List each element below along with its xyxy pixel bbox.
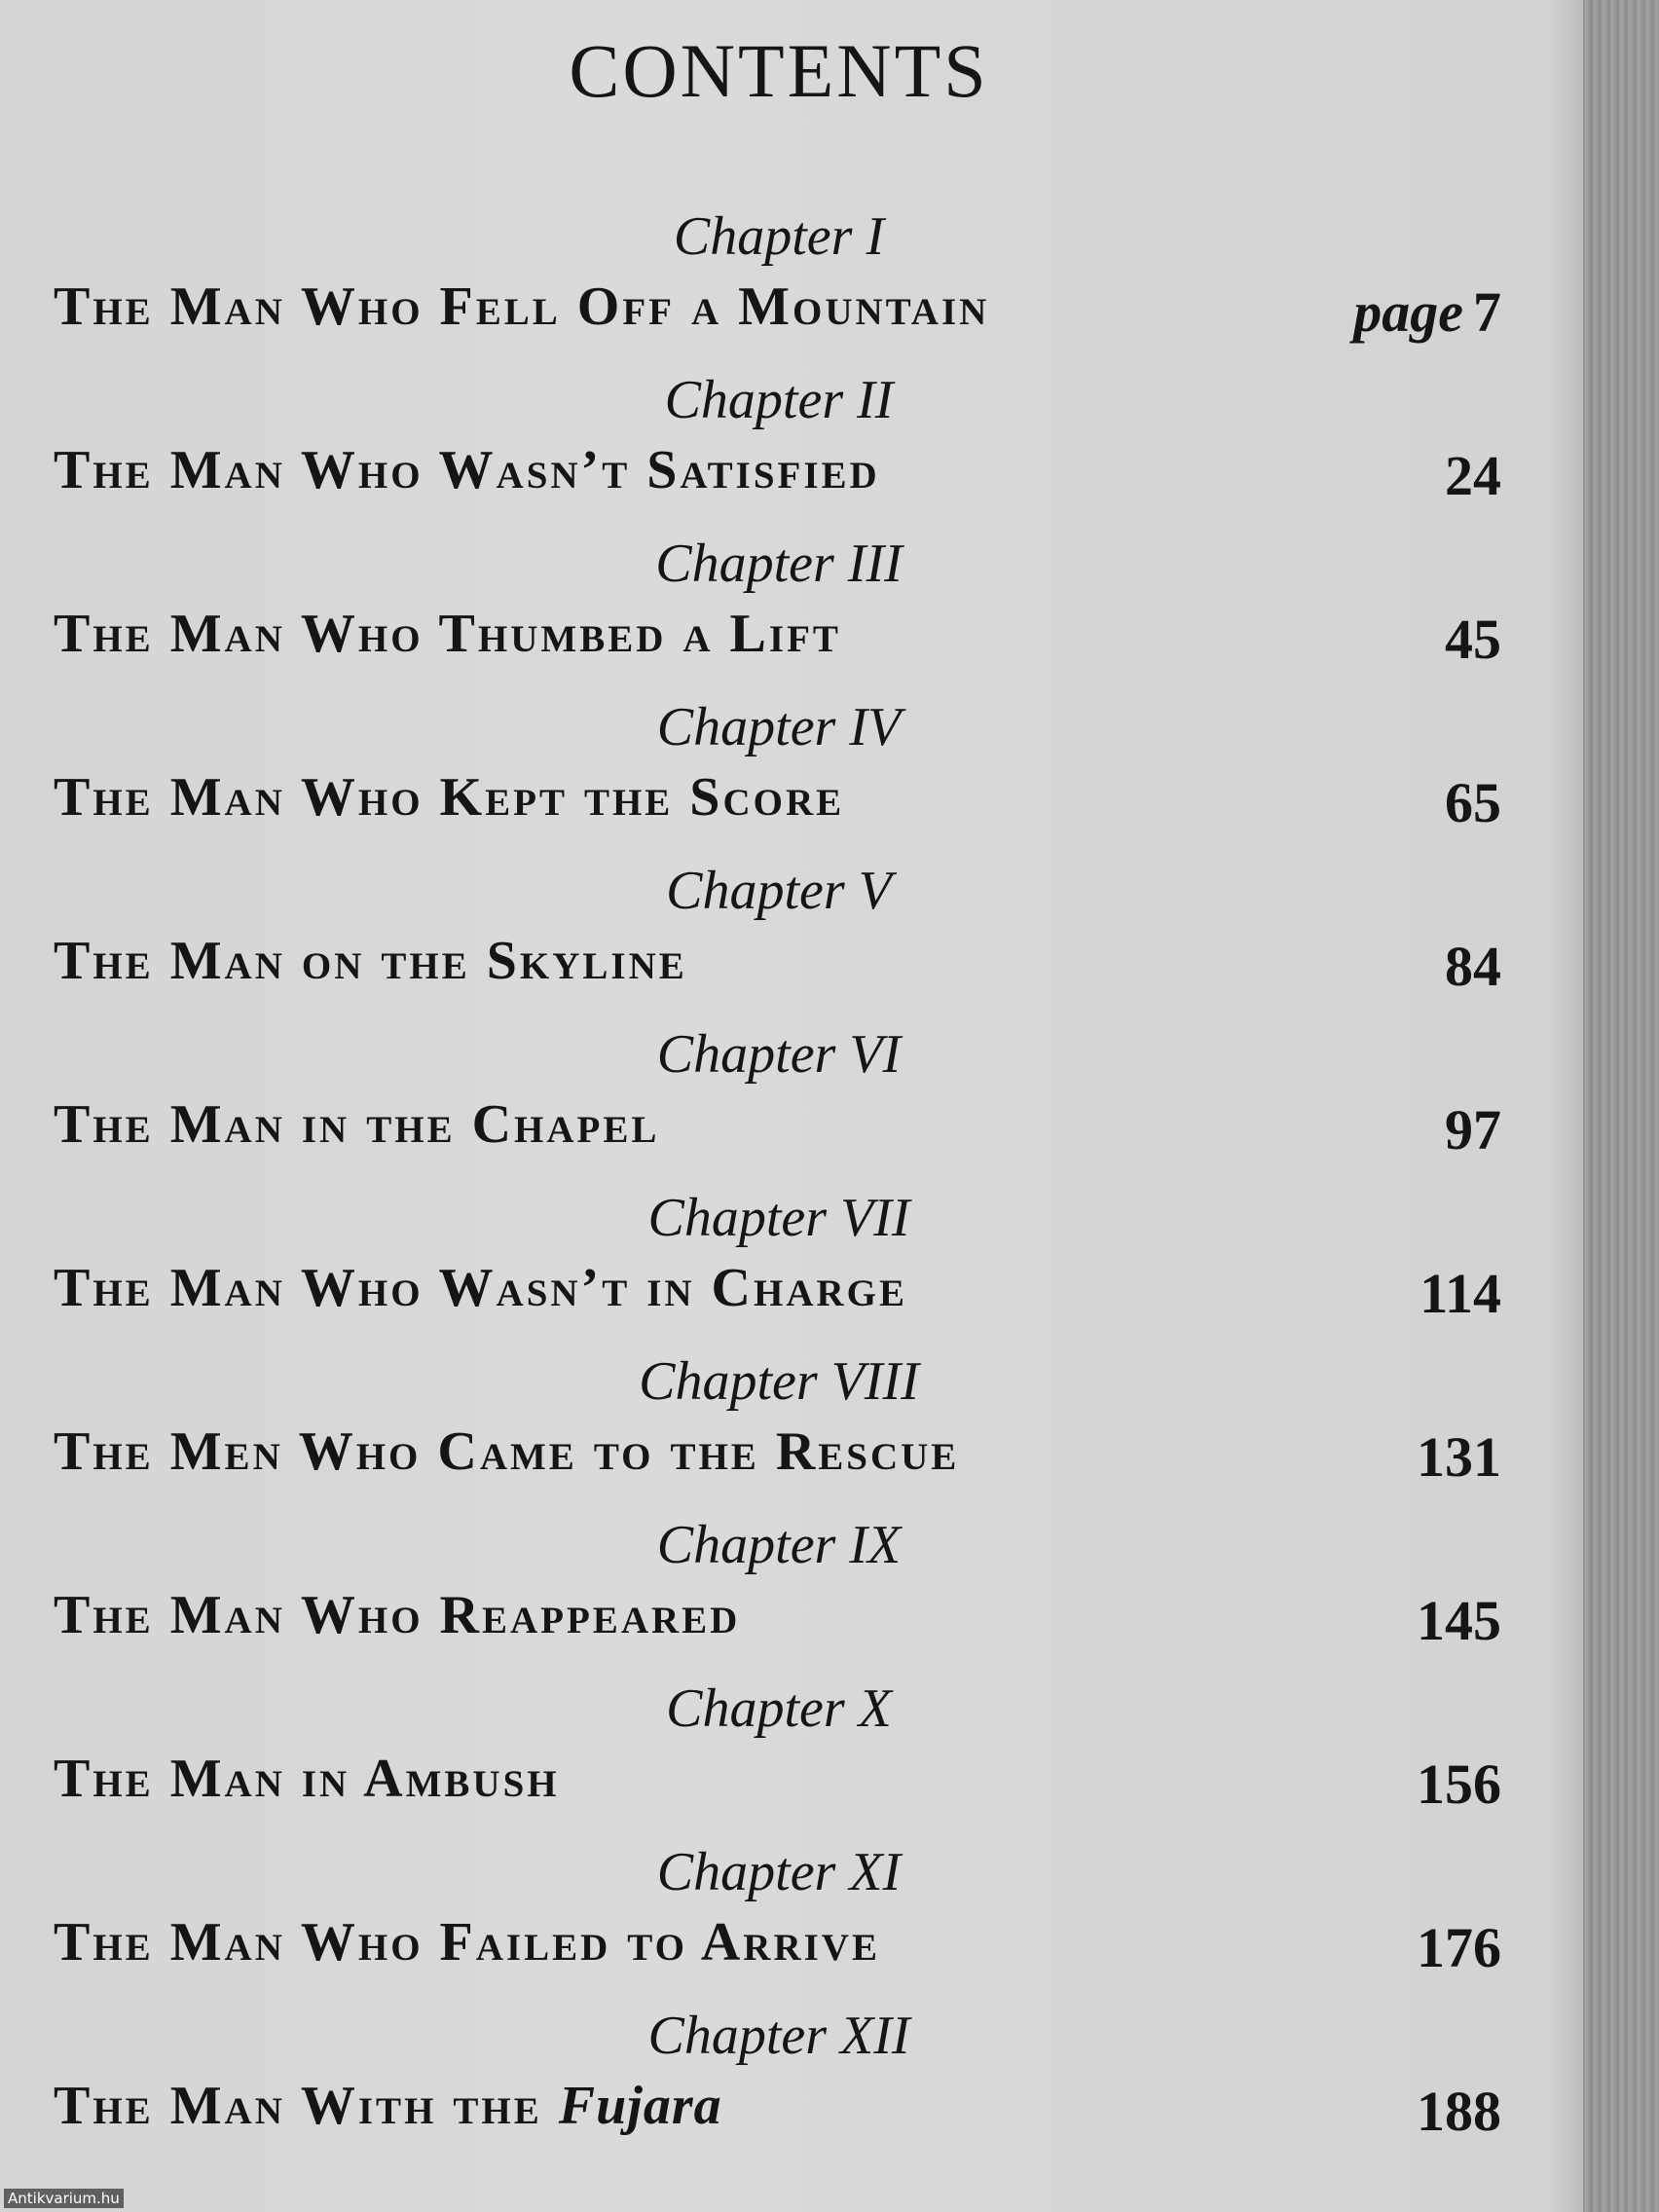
chapter-title: The Man in the Chapel xyxy=(54,1094,660,1155)
chapter-label: Chapter V xyxy=(666,861,892,921)
page-number xyxy=(1353,278,1501,347)
chapter-label: Chapter IV xyxy=(656,697,902,757)
chapter-title: The Man Who Failed to Arrive xyxy=(54,1912,880,1972)
toc-entry-3 xyxy=(0,530,1558,693)
page-number: 176 xyxy=(1417,1916,1501,1979)
toc-entry-7 xyxy=(0,1184,1558,1347)
chapter-label: Chapter VI xyxy=(656,1024,902,1085)
chapter-label: Chapter IX xyxy=(656,1515,902,1575)
chapter-title: The Man Who Thumbed a Lift xyxy=(54,604,841,664)
chapter-title: The Man on the Skyline xyxy=(54,931,687,991)
page-number: 97 xyxy=(1445,1098,1501,1161)
page-number: 145 xyxy=(1417,1589,1501,1652)
chapter-label: Chapter X xyxy=(666,1678,892,1739)
chapter-title: The Man in Ambush xyxy=(54,1749,560,1809)
page-number-value: 7 xyxy=(1473,280,1501,344)
chapter-label: Chapter II xyxy=(664,370,894,430)
page-number: 114 xyxy=(1419,1262,1501,1325)
watermark-text: Antikvarium.hu xyxy=(4,2189,124,2208)
page-number: 45 xyxy=(1445,608,1501,671)
page-number: 84 xyxy=(1445,935,1501,998)
chapter-title: The Man Who Wasn’t Satisfied xyxy=(54,440,880,500)
chapter-label: Chapter VII xyxy=(647,1188,910,1248)
chapter-title: The Man Who Reappeared xyxy=(54,1585,741,1645)
chapter-label: Chapter III xyxy=(655,534,903,594)
chapter-label: Chapter VIII xyxy=(639,1351,919,1412)
page-number: 156 xyxy=(1417,1752,1501,1816)
toc-entry-9 xyxy=(0,1511,1558,1675)
toc-entry-10 xyxy=(0,1675,1558,1838)
chapter-title-text: The Man With the xyxy=(54,2076,559,2136)
chapter-label: Chapter I xyxy=(673,206,885,267)
toc-entry-6 xyxy=(0,1020,1558,1184)
contents-heading: CONTENTS xyxy=(569,28,989,113)
page-word: page xyxy=(1353,280,1463,344)
chapter-title: The Men Who Came to the Rescue xyxy=(54,1421,960,1482)
toc-entry-1 xyxy=(0,203,1558,366)
toc-entry-8 xyxy=(0,1347,1558,1511)
page-number: 131 xyxy=(1417,1425,1501,1489)
toc-entry-12 xyxy=(0,2002,1558,2165)
page-number: 65 xyxy=(1445,771,1501,834)
chapter-title: The Man Who Wasn’t in Charge xyxy=(54,1258,908,1318)
chapter-title xyxy=(54,2072,722,2140)
page-edges xyxy=(1583,0,1659,2212)
chapter-title: The Man Who Fell Off a Mountain xyxy=(54,276,990,337)
toc-entry-4 xyxy=(0,693,1558,857)
chapter-label: Chapter XI xyxy=(656,1842,902,1902)
toc-entry-2 xyxy=(0,366,1558,530)
page-number: 24 xyxy=(1445,444,1501,507)
chapter-label: Chapter XII xyxy=(647,2006,910,2066)
toc-entry-5 xyxy=(0,857,1558,1020)
toc-entry-11 xyxy=(0,1838,1558,2002)
chapter-title: The Man Who Kept the Score xyxy=(54,767,845,828)
chapter-title-italic: Fujara xyxy=(558,2076,722,2136)
page-number: 188 xyxy=(1417,2080,1501,2143)
